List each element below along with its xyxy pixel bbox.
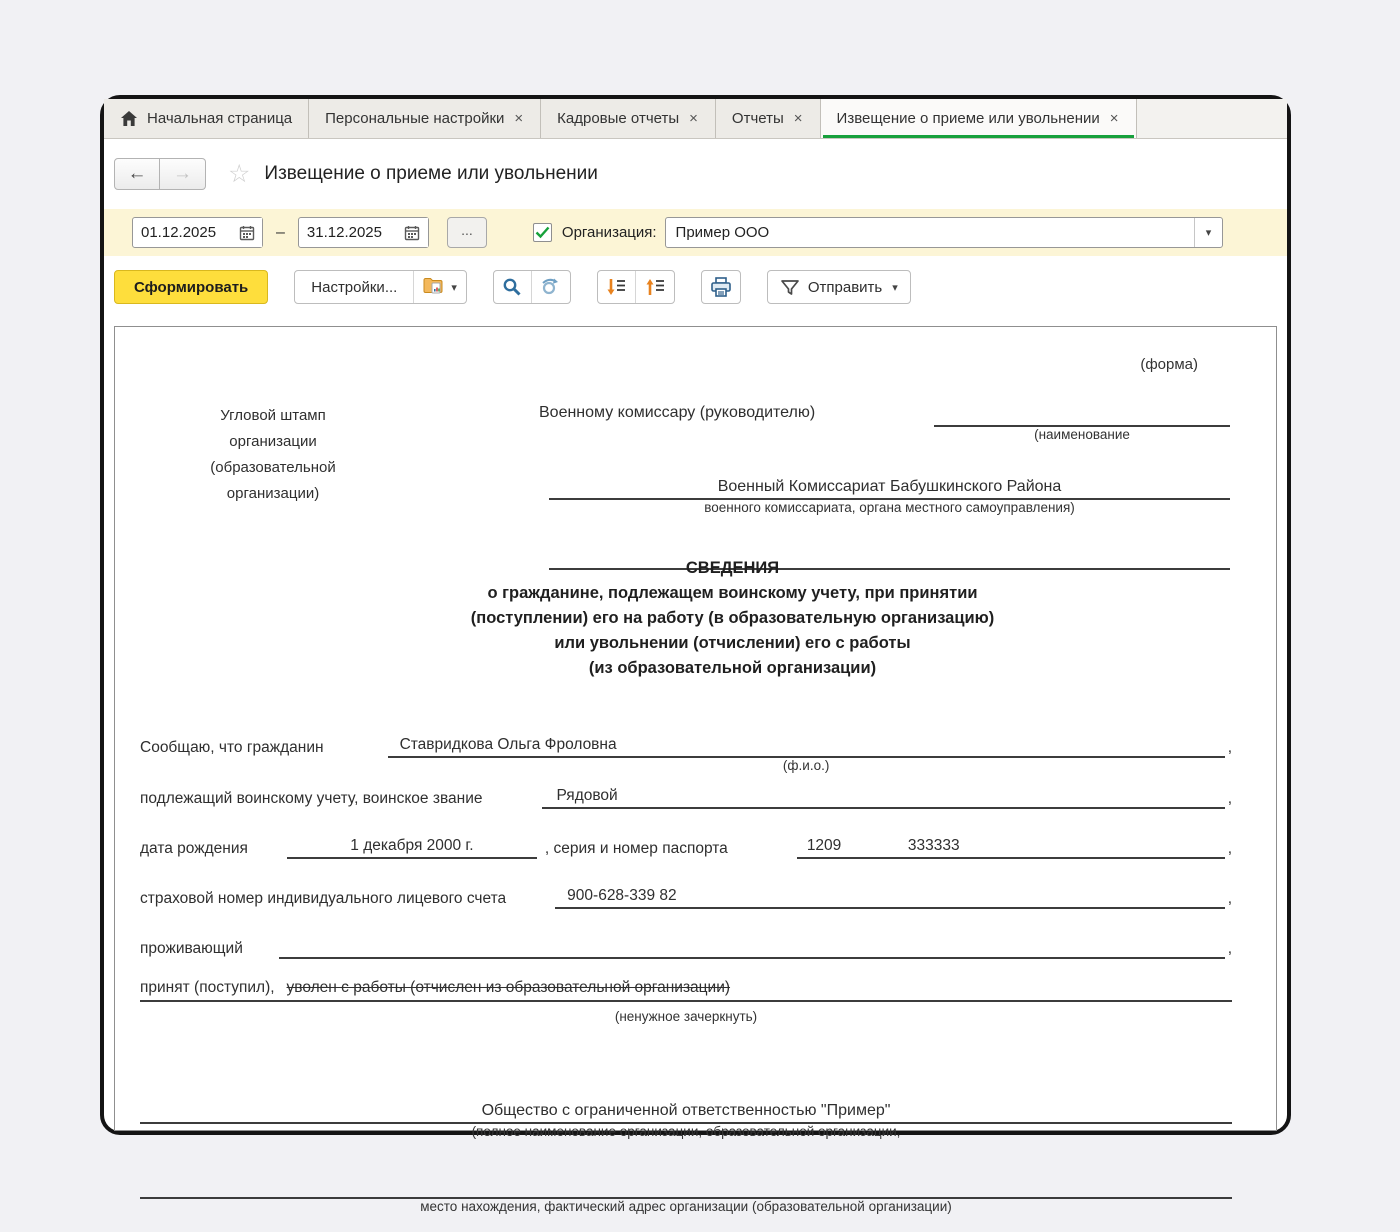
rank-field — [542, 787, 1224, 809]
commissariat-value: Военный Комиссариат Бабушкинского Района — [717, 478, 1062, 495]
fio-field — [388, 736, 1225, 773]
sort-group — [597, 270, 675, 304]
expand-groups-icon — [605, 277, 627, 297]
organization-checkbox[interactable] — [533, 223, 552, 242]
birth-value: 1 декабря 2000 г. — [350, 837, 474, 854]
chevron-down-icon: ▾ — [892, 281, 898, 294]
date-to-box — [298, 217, 429, 248]
favorite-star-icon[interactable]: ☆ — [228, 159, 251, 188]
forward-arrow-icon: → — [173, 163, 192, 184]
date-from-box — [132, 217, 263, 248]
stamp-line: (образовательной — [210, 459, 336, 476]
fio-value: Ставридкова Ольга Фроловна — [399, 736, 617, 753]
search-reset-button[interactable] — [532, 271, 570, 303]
chevron-down-icon[interactable]: ▾ — [1194, 218, 1222, 247]
form-note: (форма) — [1140, 356, 1198, 373]
date-range-dash: – — [276, 223, 285, 241]
tab-label: Начальная страница — [147, 110, 293, 127]
title-row — [104, 139, 1287, 209]
commissariat-caption: военного комиссариата, органа местного самоуправления) — [704, 500, 1075, 515]
commissariat-field — [549, 478, 1230, 515]
settings-button[interactable]: Настройки... — [295, 271, 414, 303]
tab-personal-settings[interactable] — [309, 99, 541, 138]
snils-value: 900-628-339 82 — [567, 887, 677, 904]
calendar-icon[interactable] — [231, 218, 262, 247]
org-caption: (полное наименование организации, образовательной организации, — [471, 1124, 901, 1139]
birth-field — [287, 837, 537, 859]
heading-line: (поступлении) его на работу (в образовательную организацию) — [470, 609, 995, 627]
report-variants-icon — [423, 276, 445, 299]
dismissed-strikethrough-text: уволен с работы (отчислен из образовательной организации) — [286, 979, 731, 996]
residing-label: проживающий — [140, 940, 243, 957]
organization-combo[interactable] — [665, 217, 1223, 248]
birth-label: дата рождения — [140, 840, 248, 857]
name-caption: (наименование — [1034, 427, 1130, 442]
tab-reports[interactable] — [716, 99, 821, 138]
tab-label: Кадровые отчеты — [557, 110, 680, 127]
snils-field — [555, 887, 1225, 909]
passport-series: 1209 — [806, 837, 842, 854]
org-full-name: Общество с ограниченной ответственностью "Пример" — [481, 1102, 891, 1119]
tab-label: Отчеты — [731, 110, 784, 127]
generate-button[interactable]: Сформировать — [114, 270, 268, 304]
tab-home[interactable] — [104, 99, 309, 138]
comma: , — [1227, 840, 1232, 857]
date-to-input[interactable] — [299, 218, 397, 247]
close-icon[interactable]: × — [793, 110, 803, 127]
comma: , — [1227, 739, 1232, 756]
passport-number: 333333 — [907, 837, 960, 854]
chevron-down-icon: ▾ — [451, 281, 457, 294]
tab-label: Персональные настройки — [325, 110, 505, 127]
collapse-groups-icon — [644, 277, 666, 297]
stamp-line: организации) — [226, 485, 320, 502]
passport-field — [797, 837, 1225, 859]
settings-group — [294, 270, 467, 304]
tab-bar — [104, 99, 1287, 139]
comma: , — [1227, 790, 1232, 807]
report-toolbar — [104, 256, 1287, 318]
app-window — [100, 95, 1291, 1214]
birth-passport-row — [140, 837, 1232, 859]
tab-bar-spacer — [1137, 99, 1287, 138]
collapse-groups-button[interactable] — [636, 271, 674, 303]
organization-value: Пример ООО — [675, 224, 770, 241]
check-icon — [535, 226, 550, 239]
residing-row — [140, 937, 1232, 959]
stamp-line: Угловой штамп — [220, 407, 326, 424]
snils-row — [140, 887, 1232, 909]
report-document — [114, 326, 1277, 1214]
send-icon — [780, 278, 800, 296]
tab-notification-active[interactable] — [821, 99, 1137, 138]
rank-row — [140, 787, 1232, 809]
print-group — [701, 270, 741, 304]
document-heading — [155, 556, 1310, 681]
filter-panel — [104, 209, 1287, 256]
close-icon[interactable]: × — [514, 110, 524, 127]
passport-label: , серия и номер паспорта — [544, 840, 728, 857]
close-icon[interactable]: × — [689, 110, 698, 127]
send-label: Отправить — [807, 278, 883, 296]
hired-dismissed-row — [140, 979, 1232, 1002]
heading-line: (из образовательной организации) — [588, 659, 877, 677]
period-more-button[interactable]: ... — [447, 217, 487, 248]
history-nav — [114, 158, 206, 190]
search-icon — [502, 277, 522, 297]
organization-label: Организация: — [561, 224, 657, 241]
commissar-name-field — [934, 405, 1230, 442]
org-address-field — [140, 1177, 1232, 1214]
close-icon[interactable]: × — [1109, 110, 1119, 127]
fio-caption: (ф.и.о.) — [782, 758, 830, 773]
comma: , — [1227, 940, 1232, 957]
heading-line: или увольнении (отчислении) его с работы — [554, 634, 911, 652]
addressee-label: Военному комиссару (руководителю) — [539, 404, 816, 421]
back-arrow-icon: ← — [127, 163, 147, 184]
hired-label: принят (поступил), — [140, 979, 275, 996]
rank-label: подлежащий воинскому учету, воинское звание — [140, 790, 483, 807]
corner-stamp-block — [163, 403, 383, 507]
org-name-field — [140, 1102, 1232, 1139]
tab-hr-reports[interactable] — [541, 99, 716, 138]
expand-groups-button[interactable] — [598, 271, 636, 303]
calendar-icon[interactable] — [397, 218, 428, 247]
home-icon — [120, 110, 138, 127]
snils-label: страховой номер индивидуального лицевого счета — [140, 890, 507, 907]
date-from-input[interactable] — [133, 218, 231, 247]
send-button[interactable] — [767, 270, 911, 304]
tab-label: Извещение о приеме или увольнении — [836, 110, 1100, 127]
search-group — [493, 270, 571, 304]
heading-title: СВЕДЕНИЯ — [685, 559, 780, 577]
heading-line: о гражданине, подлежащем воинскому учету, при принятии — [487, 584, 978, 602]
stamp-line: организации — [229, 433, 317, 450]
back-button[interactable] — [114, 158, 160, 190]
page-title: Извещение о приеме или увольнении — [264, 163, 598, 184]
citizen-label: Сообщаю, что гражданин — [140, 739, 324, 756]
comma: , — [1227, 890, 1232, 907]
citizen-row — [140, 736, 1232, 773]
report-variants-button[interactable] — [414, 271, 466, 303]
residing-field — [279, 937, 1225, 959]
print-button[interactable] — [702, 271, 740, 303]
print-icon — [710, 277, 732, 297]
forward-button[interactable] — [160, 158, 206, 190]
rank-value: Рядовой — [556, 787, 618, 804]
address-caption: место нахождения, фактический адрес организации (образовательной организации) — [420, 1199, 952, 1214]
search-reset-icon — [540, 277, 561, 297]
search-button[interactable] — [494, 271, 532, 303]
strike-caption: (ненужное зачеркнуть) — [614, 1009, 758, 1024]
